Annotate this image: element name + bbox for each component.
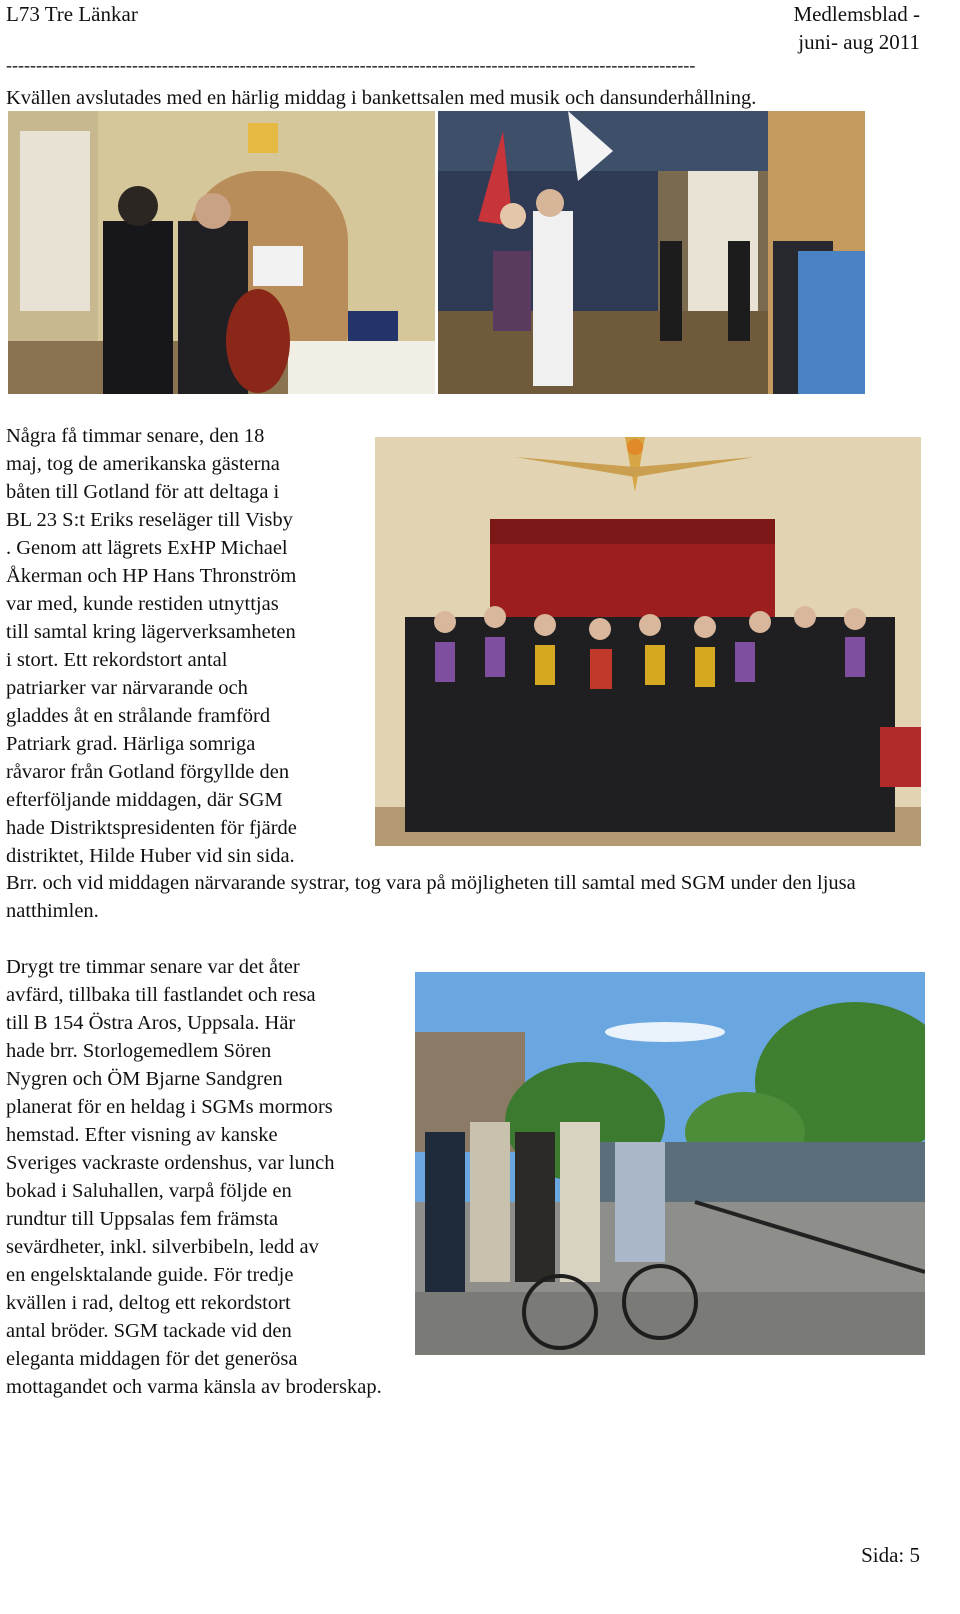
publication-name: L73 Tre Länkar [6, 2, 138, 26]
text-line: gladdes åt en strålande framförd [6, 705, 271, 727]
text-line: båten till Gotland för att deltaga i [6, 481, 280, 503]
intro-paragraph: Kvällen avslutades med en härlig middag i bankettsalen med musik och dansunderhållning. [6, 87, 757, 109]
text-line: Några få timmar senare, den 18 [6, 425, 265, 447]
text-line: en engelsktalande guide. För tredje [6, 1264, 294, 1286]
text-line: till samtal kring lägerverksamheten [6, 621, 296, 643]
issue-info-line2: juni- aug 2011 [798, 30, 920, 54]
text-line: . Genom att lägrets ExHP Michael [6, 537, 288, 559]
text-line: var med, kunde restiden utnyttjas [6, 593, 279, 615]
text-line: avfärd, tillbaka till fastlandet och resa [6, 984, 316, 1006]
text-line: efterföljande middagen, där SGM [6, 789, 283, 811]
photo-musicians [8, 111, 435, 394]
text-line: hade Distriktspresidenten för fjärde [6, 817, 297, 839]
text-line: i stort. Ett rekordstort antal [6, 649, 228, 671]
text-line: distriktet, Hilde Huber vid sin sida. [6, 845, 295, 867]
photo-dancers [438, 111, 865, 394]
text-line: rundtur till Uppsalas fem främsta [6, 1208, 279, 1230]
text-line: maj, tog de amerikanska gästerna [6, 453, 280, 475]
text-line: patriarker var närvarande och [6, 677, 248, 699]
text-line: Drygt tre timmar senare var det åter [6, 956, 300, 978]
header-divider: ------------------------------------------------------------------------------------------------------------------- [6, 56, 696, 74]
photo-uppsala-river [415, 972, 925, 1355]
text-line: hade brr. Storlogemedlem Sören [6, 1040, 272, 1062]
text-line: kvällen i rad, deltog ett rekordstort [6, 1292, 291, 1314]
text-line: antal bröder. SGM tackade vid den [6, 1320, 292, 1342]
issue-info-line1: Medlemsblad - [793, 2, 920, 26]
text-line: Patriark grad. Härliga somriga [6, 733, 256, 755]
text-line: sevärdheter, inkl. silverbibeln, ledd av [6, 1236, 319, 1258]
text-line: Sveriges vackraste ordenshus, var lunch [6, 1152, 335, 1174]
text-line: Åkerman och HP Hans Thronström [6, 565, 297, 587]
paragraph-gotland-continued: Brr. och vid middagen närvarande systrar, tog vara på möjligheten till samtal med SGM under den ljusa natthimlen. [6, 872, 856, 922]
paragraph-uppsala [6, 953, 382, 1401]
text-line: planerat för en heldag i SGMs mormors [6, 1096, 333, 1118]
text-line: bokad i Saluhallen, varpå följde en [6, 1180, 292, 1202]
text-line: till B 154 Östra Aros, Uppsala. Här [6, 1012, 296, 1034]
text-line: råvaror från Gotland förgyllde den [6, 761, 290, 783]
text-line: eleganta middagen för det generösa [6, 1348, 298, 1370]
text-line: BL 23 S:t Eriks reseläger till Visby [6, 509, 293, 531]
paragraph-gotland [6, 422, 297, 870]
text-line: hemstad. Efter visning av kanske [6, 1124, 278, 1146]
text-line: mottagandet och varma känsla av broderskap. [6, 1376, 382, 1398]
photo-patriarchs-group [375, 437, 921, 846]
issue-info [793, 0, 920, 56]
text-line: Nygren och ÖM Bjarne Sandgren [6, 1068, 283, 1090]
page-number: Sida: 5 [861, 1543, 920, 1567]
